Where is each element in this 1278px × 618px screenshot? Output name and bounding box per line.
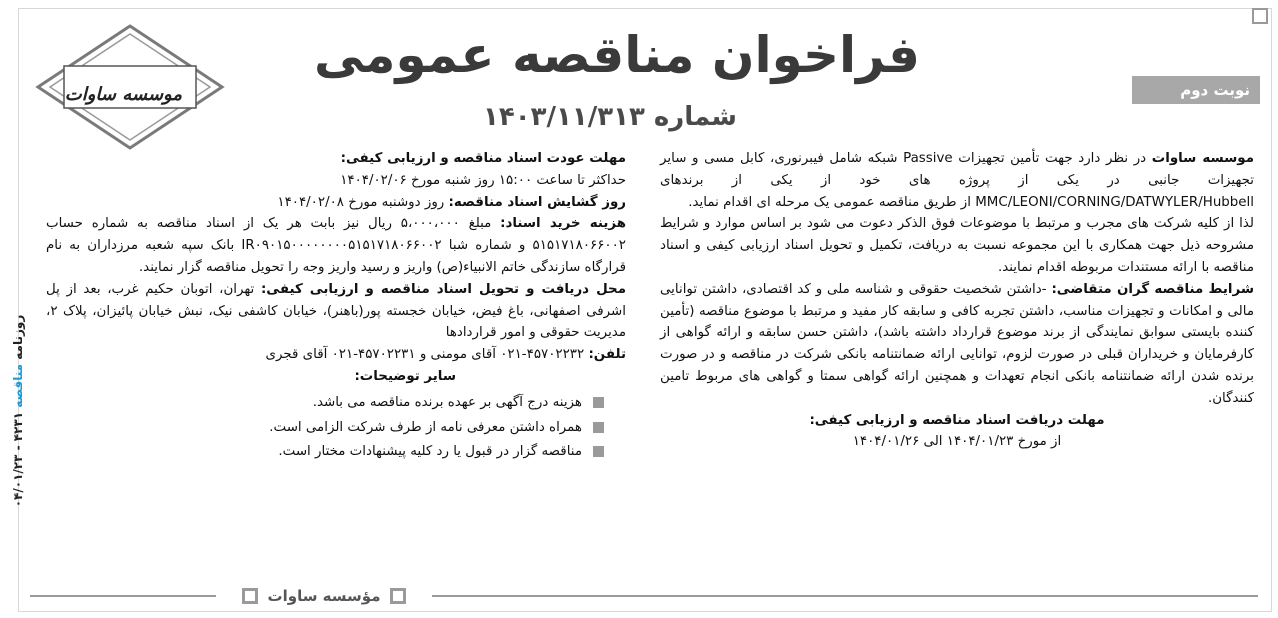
newspaper-side-label	[11, 311, 33, 511]
footer-line-right	[432, 595, 1258, 597]
place-paragraph	[46, 279, 626, 344]
footer	[216, 582, 432, 610]
round-badge: نوبت دوم	[1132, 76, 1260, 104]
square-icon	[390, 588, 406, 604]
place-text: تهران، اتوبان حکیم غرب، بعد از پل اشرفی اصفهانی، باغ فیض، خیابان خجسته پور(باهنر)، خیابان کاشفی نیک، نبش خیابان پائیزان، پلاک ۲، مدیریت حقوقی و امور قراردادها	[46, 281, 626, 341]
cost-paragraph	[46, 213, 626, 278]
cost-text: مبلغ ۵،۰۰۰،۰۰۰ ریال نیز بابت هر یک از اسناد مناقصه به شماره حساب ۵۱۵۱۷۱۸۰۶۶۰۰۲ و شماره شبا IR۰۹۰۱۵۰۰۰۰۰۰۰۰۵۱۵۱۷۱۸۰۶۶۰۰۲ بانک سپه شعبه مرزداران به نام قرارگاه سازندگی خاتم الانبیاء(ص) واریز و رسید واریز وجه را تحویل مناقصه گزار نمایند.	[46, 216, 626, 275]
list-item	[46, 441, 604, 463]
note-text: هزینه درج آگهی بر عهده برنده مناقصه می باشد.	[312, 394, 582, 410]
place-label: محل دریافت و تحویل اسناد مناقصه و ارزیابی کیفی:	[260, 281, 626, 297]
bullet-square-icon	[593, 446, 604, 457]
phone-paragraph	[46, 344, 626, 366]
footer-text: مؤسسه ساوات	[267, 587, 381, 605]
list-item	[46, 392, 604, 414]
return-deadline-text: حداکثر تا ساعت ۱۵:۰۰ روز شنبه مورخ ۱۴۰۴/۰۲/۰۶	[340, 172, 626, 188]
receipt-deadline-text: از مورخ ۱۴۰۴/۰۱/۲۳ الی ۱۴۰۴/۰۱/۲۶	[852, 434, 1062, 450]
newspaper-label: روزنامه	[11, 314, 25, 360]
bullet-square-icon	[593, 397, 604, 408]
phone-text: ۴۵۷۰۲۲۳۲-۰۲۱ آقای مومنی و ۴۵۷۰۲۲۳۱-۰۲۱ آقای قجری	[265, 347, 589, 363]
conditions-paragraph	[660, 279, 1254, 410]
conditions-label: شرایط مناقصه گران متقاضی:	[1051, 281, 1254, 297]
newspaper-name: مناقصه	[11, 363, 25, 408]
footer-line-left	[30, 595, 216, 597]
receipt-deadline-label: مهلت دریافت اسناد مناقصه و ارزیابی کیفی:	[809, 412, 1105, 428]
conditions-text: -داشتن شخصیت حقوقی و شناسه ملی و کد اقتصادی، داشتن توانایی مالی و امکانات و تجهیزات مناسب، داشتن تجربه کافی و سابقه کار مفید و مرتبط با موضوع مناقصه (تأمین کننده بایستی سوابق نمایندگی از برند موضوع قرارداد داشته باشد)، داشتن حسن سابقه و ارائه گواهی از کارفرمایان و خریداران قبلی در صورت لزوم، توانایی ارائه ضمانتنامه بانکی شرکت در مناقصه و در صورت برنده شدن ارائه ضمانتنامه بانکی انجام تعهدات و همچنین ارائه گواهی سمتا و گواهی های مربوط تامین کنندگان.	[660, 281, 1254, 406]
opening-paragraph	[46, 192, 626, 214]
page-title: فراخوان مناقصه عمومی	[313, 26, 920, 84]
list-item	[46, 417, 604, 439]
corner-square	[1252, 8, 1268, 24]
cost-label: هزینه خرید اسناد:	[500, 216, 627, 232]
square-icon	[242, 588, 258, 604]
bullet-square-icon	[593, 422, 604, 433]
opening-text: روز دوشنبه مورخ ۱۴۰۴/۰۲/۰۸	[277, 194, 449, 210]
opening-label: روز گشایش اسناد مناقصه:	[448, 194, 626, 210]
note-text: همراه داشتن معرفی نامه از طرف شرکت الزامی است.	[269, 419, 582, 435]
right-column	[660, 148, 1254, 453]
org-name: موسسه ساوات	[1151, 151, 1254, 166]
tender-number: شماره ۱۴۰۳/۱۱/۳۱۳	[483, 102, 737, 132]
logo	[30, 22, 230, 152]
intro-text: در نظر دارد جهت تأمین تجهیزات Passive شبکه شامل فیبرنوری، کابل مسی و سایر تجهیزات جانبی در یکی از پروژه های خود از یکی از برندهای MMC/LEONI/CORNING/DATWYLER/Hubbell از طریق مناقصه عمومی یک مرحله ای اقدام نماید.	[660, 151, 1254, 210]
left-column	[46, 148, 626, 466]
notes-title: سایر توضیحات:	[354, 368, 456, 384]
note-text: مناقصه گزار در قبول یا رد کلیه پیشنهادات مختار است.	[278, 444, 582, 460]
logo-text: موسسه ساوات	[64, 84, 182, 105]
intro-paragraph	[660, 148, 1254, 213]
phone-label: تلفن:	[588, 347, 626, 363]
notes-list	[46, 392, 626, 463]
return-deadline-label: مهلت عودت اسناد مناقصه و ارزیابی کیفی:	[340, 151, 626, 166]
issue-number: ۴۲۳۱ - ۰۴/۰۱/۲۳	[11, 411, 25, 508]
invite-paragraph: لذا از کلیه شرکت های مجرب و مرتبط با موضوعات فوق الذکر دعوت می شود بر اساس موارد و شرایط مشروحه ذیل جهت همکاری با این مجموعه نسبت به دریافت، تکمیل و تحویل اسناد ارزیابی کیفی و اسناد مناقصه با ارائه مستندات مربوطه اقدام نمایند.	[660, 216, 1254, 275]
